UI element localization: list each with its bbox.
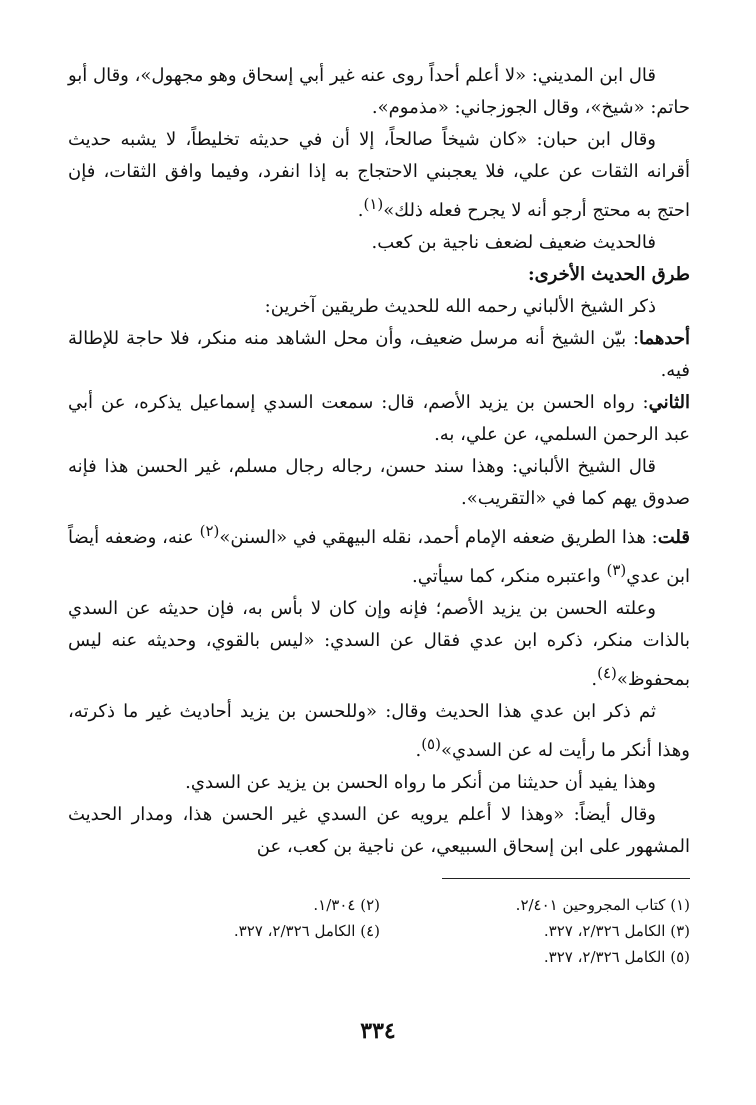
- paragraph: [68, 291, 690, 323]
- footnote-1: (١) كتاب المجروحين ٢/٤٠١.: [515, 896, 690, 914]
- footnote-ref: (٣): [606, 561, 627, 579]
- paragraph: [68, 387, 690, 451]
- text-run: واعتبره منكر، كما سيأتي.: [412, 566, 607, 587]
- footnote-ref: (٥): [421, 735, 441, 753]
- text-run: عنه، وضعفه أيضاً ابن عدي: [68, 527, 690, 587]
- text-run: .: [357, 200, 364, 221]
- text-run: .: [415, 740, 422, 761]
- text-run: وقال ابن حبان: «كان شيخاً صالحاً، إلا أن في حديثه تخليطاً، لا يشبه حديث أقرانه الثقات عن علي، فلا يعجبني الاحتجاج به إذا انفرد، وفيما وافق الثقات، فإن احتج به محتج أرجو أنه لا يجرح فعله ذلك»: [68, 129, 690, 221]
- bold-lead: الثاني: [648, 392, 690, 413]
- text-run: : بيّن الشيخ أنه مرسل ضعيف، وأن محل الشاهد منه منكر، فلا حاجة للإطالة فيه.: [68, 328, 690, 381]
- text-run: قال ابن المديني: «لا أعلم أحداً روى عنه غير أبي إسحاق وهو مجهول»، وقال أبو حاتم: «شيخ»، وقال الجوزجاني: «مذموم».: [67, 65, 690, 118]
- footnote-2: (٢) ١/٣٠٤.: [313, 896, 380, 914]
- paragraph: [68, 515, 690, 593]
- page-number: ٣٣٤: [360, 1018, 396, 1044]
- text-run: قال الشيخ الألباني: وهذا سند حسن، رجاله رجال مسلم، غير الحسن هذا فإنه صدوق يهم كما في «التقريب».: [68, 456, 690, 509]
- paragraph: [68, 451, 690, 515]
- footnote-row: [68, 944, 690, 970]
- text-run: فالحديث ضعيف لضعف ناجية بن كعب.: [371, 232, 656, 253]
- footnote-5: (٥) الكامل ٢/٣٢٦، ٣٢٧.: [543, 948, 690, 966]
- paragraph: [68, 696, 690, 767]
- paragraph: [68, 60, 690, 124]
- paragraph: [68, 593, 690, 696]
- paragraph: [68, 227, 690, 259]
- text-run: : هذا الطريق ضعفه الإمام أحمد، نقله البيهقي في «السنن»: [219, 527, 658, 548]
- bold-lead: أحدهما: [639, 328, 690, 349]
- bold-lead: طرق الحديث الأخرى:: [527, 264, 690, 285]
- bold-lead: قلت: [657, 527, 690, 548]
- text-run: .: [591, 669, 598, 690]
- footnotes: [68, 892, 690, 970]
- main-text: [68, 60, 690, 863]
- paragraph: [68, 799, 690, 863]
- footnote-3: (٣) الكامل ٢/٣٢٦، ٣٢٧.: [543, 922, 690, 940]
- footnote-ref: (٤): [597, 664, 617, 682]
- footnote-row: [68, 918, 690, 944]
- footnote-row: [68, 892, 690, 918]
- footnote-separator: [442, 878, 690, 879]
- text-run: وقال أيضاً: «وهذا لا أعلم يرويه عن السدي غير الحسن هذا، ومدار الحديث المشهور على ابن إسحاق السبيعي، عن ناجية بن كعب، عن: [68, 804, 690, 857]
- paragraph: [68, 323, 690, 387]
- footnote-ref: (١): [363, 195, 384, 213]
- footnote-4: (٤) الكامل ٢/٣٢٦، ٣٢٧.: [233, 922, 380, 940]
- footnote-ref: (٢): [199, 522, 220, 540]
- text-run: : رواه الحسن بن يزيد الأصم، قال: سمعت السدي إسماعيل يذكره، عن أبي عبد الرحمن السلمي، عن علي، به.: [68, 392, 690, 445]
- text-run: وهذا يفيد أن حديثنا من أنكر ما رواه الحسن بن يزيد عن السدي.: [185, 772, 656, 793]
- text-run: وعلته الحسن بن يزيد الأصم؛ فإنه وإن كان لا بأس به، فإن حديثه عن السدي بالذات منكر، ذكره ابن عدي فقال عن السدي: «ليس بالقوي، وحديثه عنه ليس بمحفوظ»: [68, 598, 690, 690]
- paragraph: [68, 767, 690, 799]
- text-run: ثم ذكر ابن عدي هذا الحديث وقال: «وللحسن بن يزيد أحاديث غير ما ذكرته، وهذا أنكر ما رأيت له عن السدي»: [68, 701, 690, 761]
- paragraph: [68, 124, 690, 227]
- text-run: ذكر الشيخ الألباني رحمه الله للحديث طريقين آخرين:: [264, 296, 656, 317]
- paragraph: [68, 259, 690, 291]
